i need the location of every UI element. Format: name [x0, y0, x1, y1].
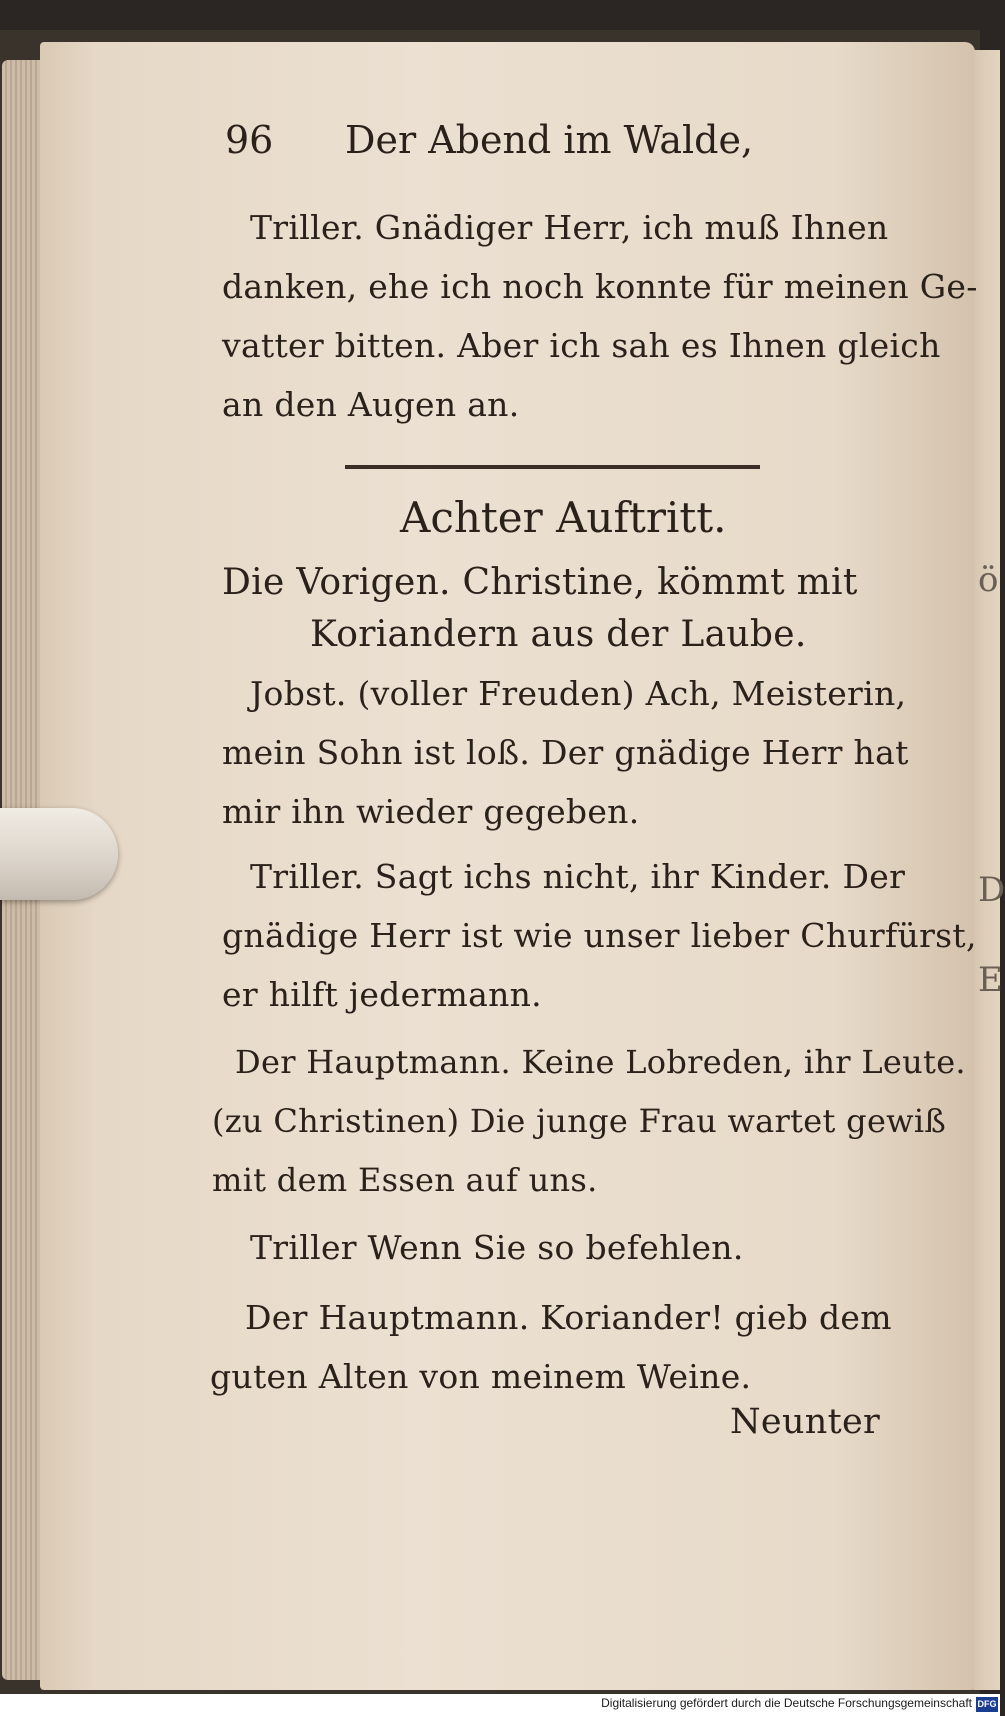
stage-direction: Die Vorigen. Christine, kömmt mit: [222, 562, 858, 603]
text-line: Triller. Sagt ichs nicht, ihr Kinder. Der: [250, 857, 906, 896]
dfg-logo: DFG: [976, 1697, 998, 1712]
digitization-footer: [0, 1694, 1000, 1716]
running-title: Der Abend im Walde,: [345, 118, 754, 162]
stage-direction: Koriandern aus der Laube.: [310, 614, 807, 655]
text-line: Der Hauptmann. Koriander! gieb dem: [245, 1298, 892, 1337]
text-line: mein Sohn ist loß. Der gnädige Herr hat: [222, 733, 909, 772]
section-divider: [345, 465, 760, 469]
text-line: an den Augen an.: [222, 385, 520, 424]
text-line: mir ihn wieder gegeben.: [222, 792, 640, 831]
text-line: er hilft jedermann.: [222, 975, 542, 1014]
bookmark-tab: [0, 808, 118, 900]
text-line: danken, ehe ich noch konnte für meinen Ge-: [222, 267, 978, 306]
text-line: mit dem Essen auf uns.: [212, 1161, 598, 1199]
page-number: 96: [225, 118, 274, 162]
text-line: Triller. Gnädiger Herr, ich muß Ihnen: [250, 208, 889, 247]
text-line: gnädige Herr ist wie unser lieber Churfürst,: [222, 916, 977, 955]
footer-credit: Digitalisierung gefördert durch die Deutsche Forschungsgemeinschaft: [601, 1696, 972, 1710]
text-line: guten Alten von meinem Weine.: [210, 1357, 752, 1396]
text-line: (zu Christinen) Die junge Frau wartet gewiß: [212, 1102, 947, 1140]
catchword: Neunter: [730, 1402, 881, 1442]
text-line: Triller Wenn Sie so befehlen.: [250, 1228, 744, 1267]
text-line: Jobst. (voller Freuden) Ach, Meisterin,: [250, 674, 907, 713]
text-line: vatter bitten. Aber ich sah es Ihnen gleich: [222, 326, 941, 365]
text-line: Der Hauptmann. Keine Lobreden, ihr Leute.: [235, 1043, 966, 1081]
facing-page-bleed: ö: [978, 560, 999, 600]
facing-page-bleed: E: [978, 960, 1003, 1000]
scene-heading: Achter Auftritt.: [400, 493, 727, 542]
facing-page-bleed: D: [978, 870, 1005, 910]
